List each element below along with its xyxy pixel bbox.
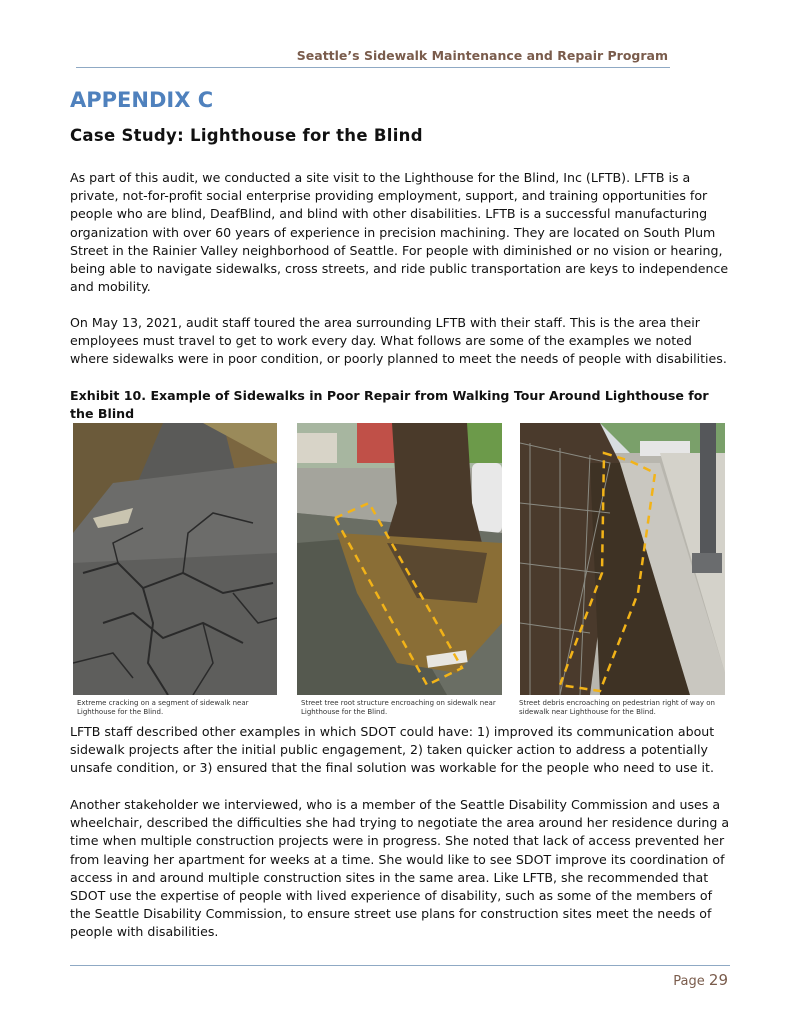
case-study-title: Case Study: Lighthouse for the Blind	[70, 126, 423, 145]
staff-examples-paragraph: LFTB staff described other examples in which SDOT could have: 1) improved its communication about sidewalk projects after the initial public engagement, 2) taken quicker action to address a potentially unsafe condition, or 3) ensured that the final solution was workable for the people who need to use it.	[70, 724, 715, 776]
document-title: Seattle’s Sidewalk Maintenance and Repair Program	[296, 48, 668, 63]
page-number	[673, 971, 728, 989]
photo-caption-1: Extreme cracking on a segment of sidewalk near Lighthouse for the Blind.	[77, 699, 249, 716]
exhibit-title: Exhibit 10. Example of Sidewalks in Poor Repair from Walking Tour Around Lighthouse for the Blind	[70, 388, 709, 421]
photo-cracked-sidewalk	[73, 423, 277, 695]
stakeholder-paragraph: Another stakeholder we interviewed, who is a member of the Seattle Disability Commission and uses a wheelchair, described the difficulties she had trying to negotiate the area around her residence during a time when multiple construction projects were in progress. She noted that lack of access prevented her from leaving her apartment for weeks at a time. She would like to see SDOT improve its coordination of access in and around multiple construction sites in the same area. Like LFTB, she recommended that SDOT use the expertise of people with lived experience of disability, such as some of the members of the Seattle Disability Commission, to ensure street use plans for construction sites meet the needs of people with disabilities.	[70, 797, 730, 940]
photo-street-debris	[520, 423, 725, 695]
page-number-value: 29	[708, 971, 728, 989]
photo-tree-roots	[297, 423, 502, 695]
intro-paragraph: As part of this audit, we conducted a site visit to the Lighthouse for the Blind, Inc (LFTB). LFTB is a private, not-for-profit social enterprise providing employment, support, and training opportunities for people who are blind, DeafBlind, and blind with other disabilities. LFTB is a successful manufacturing organization with over 60 years of experience in precision machining. They are located on South Plum Street in the Rainier Valley neighborhood of Seattle. For people with diminished or no vision or hearing, being able to navigate sidewalks, cross streets, and ride public transportation are keys to independence and mobility.	[70, 170, 729, 295]
tour-paragraph: On May 13, 2021, audit staff toured the area surrounding LFTB with their staff. This is the area their employees must travel to get to work every day. What follows are some of the examples we noted where sidewalks were in poor condition, or poorly planned to meet the needs of people with disabilities.	[70, 315, 727, 367]
photo-caption-3: Street debris encroaching on pedestrian right of way on sidewalk near Lighthouse for the Blind.	[519, 699, 715, 716]
photo-caption-2: Street tree root structure encroaching on sidewalk near Lighthouse for the Blind.	[301, 699, 496, 716]
appendix-label: APPENDIX C	[70, 88, 214, 112]
footer-rule	[70, 965, 730, 966]
page-label: Page	[673, 974, 705, 989]
running-header	[76, 47, 670, 68]
